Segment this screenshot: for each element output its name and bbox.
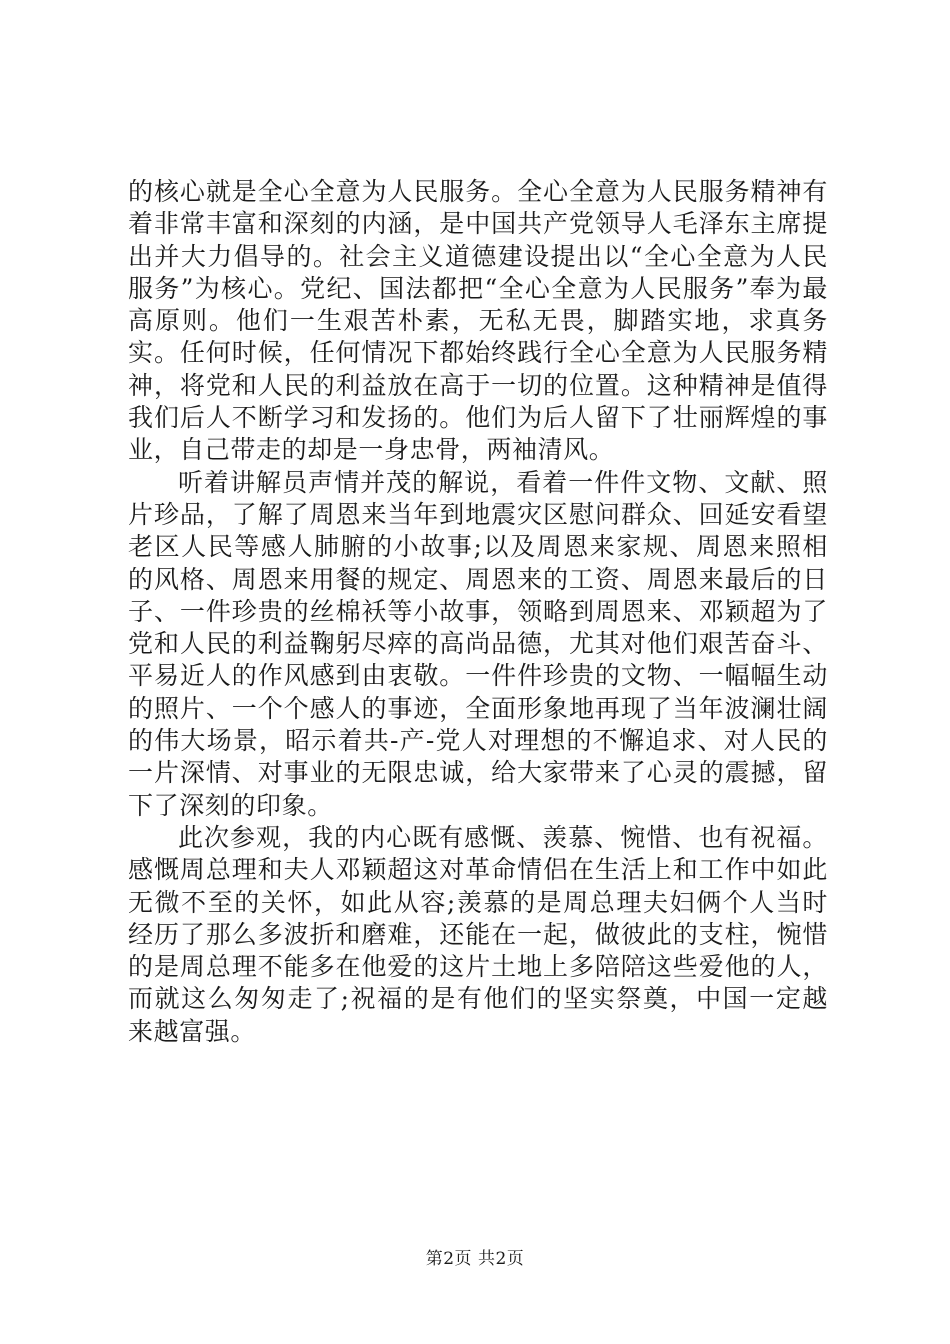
document-body <box>128 176 828 1048</box>
paragraph-1: 的核心就是全心全意为人民服务。全心全意为人民服务精神有着非常丰富和深刻的内涵，是中国共产党领导人毛泽东主席提出并大力倡导的。社会主义道德建设提出以“全心全意为人民服务”为核心。党纪、国法都把“全心全意为人民服务”奉为最高原则。他们一生艰苦朴素，无私无畏，脚踏实地，求真务实。任何时候，任何情况下都始终践行全心全意为人民服务精神，将党和人民的利益放在高于一切的位置。这种精神是值得我们后人不断学习和发扬的。他们为后人留下了壮丽辉煌的事业，自己带走的却是一身忠骨，两袖清风。 <box>128 177 828 465</box>
page-footer: 第2页 共2页 <box>425 1249 525 1269</box>
paragraph-3: 此次参观，我的内心既有感慨、羡慕、惋惜、也有祝福。感慨周总理和夫人邓颖超这对革命情侣在生活上和工作中如此无微不至的关怀，如此从容;羡慕的是周总理夫妇俩个人当时经历了那么多波折和磨难，还能在一起，做彼此的支柱，惋惜的是周总理不能多在他爱的这片土地上多陪陪这些爱他的人，而就这么匆匆走了;祝福的是有他们的坚实祭奠，中国一定越来越富强。 <box>128 822 828 1046</box>
paragraph-2: 听着讲解员声情并茂的解说，看着一件件文物、文献、照片珍品，了解了周恩来当年到地震灾区慰问群众、回延安看望老区人民等感人肺腑的小故事;以及周恩来家规、周恩来照相的风格、周恩来用餐的规定、周恩来的工资、周恩来最后的日子、一件珍贵的丝棉袄等小故事，领略到周恩来、邓颖超为了党和人民的利益鞠躬尽瘁的高尚品德，尤其对他们艰苦奋斗、平易近人的作风感到由衷敬。一件件珍贵的文物、一幅幅生动的照片、一个个感人的事迹，全面形象地再现了当年波澜壮阔的伟大场景，昭示着共-产-党人对理想的不懈追求、对人民的一片深情、对事业的无限忠诚，给大家带来了心灵的震撼，留下了深刻的印象。 <box>128 467 828 820</box>
